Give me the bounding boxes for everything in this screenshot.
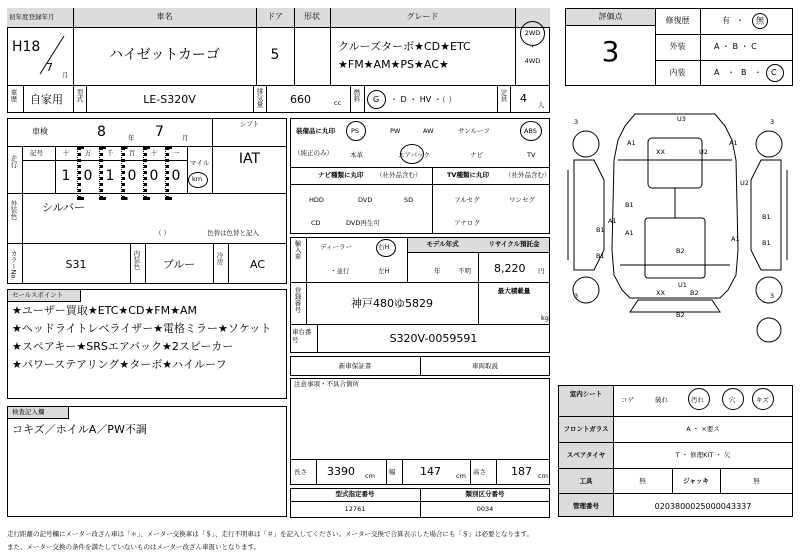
mileage-digit: 0	[127, 168, 137, 184]
mile-label: マイル	[190, 159, 210, 167]
door-label: ドア	[267, 12, 283, 21]
car-name-label: 車名	[156, 12, 173, 21]
type-number-value: 12761	[344, 505, 366, 513]
color-no-value: S31	[65, 258, 87, 271]
length-value: 3390	[327, 465, 355, 478]
diagram-mark: B1	[762, 239, 771, 247]
equip-aw: AW	[423, 127, 434, 135]
windshield-value: A ・ ×要ス	[686, 425, 720, 433]
drive-4wd: 4WD	[524, 57, 541, 65]
interior-dot1: ・	[727, 68, 735, 77]
usage-value: 自家用	[30, 93, 63, 106]
seat-option: キズ	[756, 396, 769, 404]
class-number-label: 類別区分番号	[465, 490, 505, 498]
diagram-mark: XX	[656, 289, 665, 297]
import-label: 輸入車	[293, 240, 302, 260]
equipment-label: 装備品に丸印	[296, 127, 335, 135]
equip-navi: ナビ	[470, 151, 483, 159]
seat-option: 穴	[729, 396, 736, 404]
damage-diagram	[560, 100, 795, 345]
interior-b: B	[741, 68, 747, 77]
recycle-label: リサイクル預託金	[488, 240, 540, 248]
diagram-mark: B1	[596, 226, 605, 234]
footer-note-1: 走行距離の記号欄にメーター改ざん車は「＊」、メーター交換車は「＄」、走行不明車は「＃」を記入してください。メーター交換で合算表示した場合にも「＄」は必要となります。	[7, 530, 533, 538]
jack-value: 無	[753, 477, 760, 485]
sales-point-line: ★スペアキー★SRSエアバック★2スピーカー	[12, 340, 234, 353]
grade-line1: クルーズターボ★CD★ETC	[338, 40, 471, 53]
tv-fullseg: フルセグ	[454, 196, 480, 204]
management-label: 管理番号	[573, 502, 599, 510]
sales-point-line: ★パワーステアリング★ターボ★ハイルーフ	[12, 358, 227, 371]
import-right-h: 右H	[378, 243, 390, 251]
unit-ichi: 一	[172, 149, 180, 157]
displacement-label: 排気量	[255, 88, 264, 108]
grade-line2: ★FM★AM★PS★AC★	[338, 58, 449, 71]
equip-sunroof: サンルーフ	[458, 127, 490, 135]
diagram-mark: A1	[731, 235, 740, 243]
exterior-label: 外装	[669, 42, 686, 51]
repair-dot: ・	[736, 16, 744, 25]
mileage-digit: 1	[61, 168, 71, 184]
diagram-mark: U2	[699, 148, 708, 156]
model-label: 型式	[75, 89, 84, 102]
sales-point-line: ★ユーザー買取★ETC★CD★FM★AM	[12, 304, 197, 317]
diagram-mark: A1	[627, 139, 636, 147]
capacity-label: 定員	[499, 89, 508, 102]
tools-value: 無	[639, 477, 646, 485]
equipment-sub: （純正のみ）	[294, 149, 333, 157]
seat-option: コゲ	[621, 396, 634, 404]
unit-sen: 千	[106, 149, 114, 157]
seat-label: 室内シート	[569, 390, 603, 398]
notes-block	[290, 378, 550, 460]
mileage-label: 走行	[9, 155, 18, 168]
max-load-label: 最大積載量	[497, 287, 531, 295]
length-unit: cm	[365, 472, 375, 480]
model-year-label: モデル年式	[426, 240, 459, 248]
chassis-label: 車台番号	[292, 328, 312, 344]
fuel-options: ・ D ・ HV ・（ ）	[390, 95, 457, 104]
drive-dot: ・	[529, 43, 536, 51]
height-label: 高さ	[473, 468, 486, 476]
diagram-mark: B2	[676, 311, 685, 319]
tv-sub: （社外品含む）	[505, 171, 551, 179]
fuel-g: G	[373, 95, 380, 104]
nav-hdd: HDD	[309, 196, 324, 204]
equip-pw: PW	[390, 127, 401, 135]
diagram-mark: A1	[625, 229, 634, 237]
type-number-label: 型式指定番号	[335, 490, 375, 498]
diagram-tire-label: 3	[574, 118, 579, 126]
unit-man: 万	[84, 149, 92, 157]
plate-value: 神戸480ゆ5829	[351, 297, 433, 310]
model-value: LE-S320V	[143, 93, 196, 106]
door-count: 5	[270, 47, 280, 63]
unit-juu: 十	[150, 149, 158, 157]
shift-label: シフト	[239, 120, 260, 128]
repair-no: 無	[756, 16, 764, 25]
mileage-digit: 0	[149, 168, 159, 184]
interior-a: A	[714, 68, 720, 77]
displacement-value: 660	[290, 93, 311, 106]
notes-label: 注意事項・不具合箇所	[294, 380, 359, 388]
plate-label: 登録番号	[293, 287, 302, 313]
repair-yes: 有	[722, 16, 730, 25]
diagram-mark: B1	[625, 201, 634, 209]
first-reg-month: 7	[46, 61, 53, 74]
width-value: 147	[420, 465, 441, 478]
exterior-options: A ・ B ・ C	[714, 42, 757, 51]
diagram-mark: A1	[729, 139, 738, 147]
capacity-unit: 人	[538, 101, 545, 109]
width-unit: cm	[456, 472, 466, 480]
mileage-digit: 0	[171, 168, 181, 184]
windshield-label: フロントガラス	[563, 425, 609, 433]
nav-sd: SD	[404, 196, 414, 204]
equip-ps: PS	[351, 127, 360, 135]
usage-label: 車歴	[9, 89, 18, 102]
spare-tire-label: スペアタイヤ	[566, 451, 606, 459]
inspection-label: 車検	[32, 127, 48, 136]
height-unit: cm	[538, 472, 548, 480]
import-left-h: 左H	[378, 267, 390, 275]
color-no-label: カラーNo.	[9, 250, 18, 281]
diagram-tire-label: 3	[770, 292, 775, 300]
grade-label: グレード	[406, 12, 439, 21]
equip-abs: ABS	[524, 127, 537, 135]
color-label: 外装色	[9, 200, 18, 220]
diagram-mark: B2	[676, 247, 685, 255]
recycle-unit: 円	[538, 267, 545, 275]
drive-2wd: 2WD	[524, 29, 541, 37]
tools-label: 工具	[579, 477, 593, 485]
first-reg-label: 初年度登録年月	[9, 13, 55, 21]
footer-note-2: また、メーター交換の条件を満たしていないものはメーター改ざん車扱いとなります。	[7, 543, 260, 551]
inspection-year-unit: 年	[128, 134, 135, 142]
diagram-mark: U2	[740, 179, 749, 187]
spare-tire-value: T ・ 修理KIT ・ 欠	[675, 451, 731, 459]
fuel-label: 燃料	[352, 89, 361, 102]
inspector-text: コキズ／ホイルA／PW不調	[12, 423, 147, 436]
vehicle-manual: 車両取説	[472, 362, 498, 370]
inspection-month: 7	[155, 124, 164, 140]
first-reg-month-unit: 月	[62, 71, 69, 79]
diagram-tire-label: 3	[770, 118, 775, 126]
width-label: 幅	[389, 468, 396, 476]
first-reg-era: H18	[12, 39, 41, 55]
tv-oneseg: ワンセグ	[509, 196, 535, 204]
new-car-warranty: 新車保証書	[338, 362, 372, 370]
km-label: km	[192, 175, 203, 183]
sales-points-label: セールスポイント	[12, 291, 64, 299]
interior-color-label: 内装色	[132, 250, 141, 270]
jack-label: ジャッキ	[683, 477, 709, 485]
seat-option: 汚れ	[691, 396, 704, 404]
diagram-mark: B1	[762, 213, 771, 221]
max-load-unit: kg	[541, 314, 549, 322]
inspection-month-unit: 月	[182, 134, 189, 142]
seat-option: 破れ	[655, 396, 668, 404]
length-label: 長さ	[294, 468, 307, 476]
score-label: 評価点	[598, 12, 623, 21]
sales-point-line: ★ヘッドライトレベライザー★電格ミラー★ソケット	[12, 322, 272, 335]
model-year-unit: 年	[434, 267, 441, 275]
inspector-label: 検査記入欄	[12, 408, 45, 416]
repair-label: 修復歴	[665, 16, 690, 25]
nav-cd: CD	[311, 219, 321, 227]
diagram-mark: B2	[690, 289, 699, 297]
displacement-unit: cc	[334, 99, 342, 107]
shift-value: IAT	[238, 151, 261, 167]
car-name: ハイゼットカーゴ	[109, 47, 220, 63]
mileage-digit: 1	[105, 168, 115, 184]
diagram-mark: A1	[608, 217, 617, 225]
interior-c: C	[771, 68, 777, 77]
interior-label: 内装	[669, 68, 686, 77]
diagram-mark: U3	[677, 115, 686, 123]
score-value: 3	[601, 35, 620, 68]
diagram-mark: XX	[656, 148, 665, 156]
unit-10man: 十	[62, 149, 70, 157]
nav-dvd-play: DVD再生可	[346, 219, 380, 227]
equip-leather: 本革	[350, 151, 363, 159]
color-paren: （ ）	[155, 229, 171, 237]
nav-dvd: DVD	[358, 196, 373, 204]
interior-color-value: ブルー	[162, 258, 196, 271]
height-value: 187	[511, 465, 532, 478]
diagram-mark: B1	[596, 252, 605, 260]
shape-label: 形状	[304, 12, 320, 21]
class-number-value: 0034	[476, 505, 494, 513]
symbol-label: 記号	[30, 149, 43, 157]
color-note: 色替は色替と記入	[207, 229, 259, 237]
nav-sub: （社外品含む）	[376, 171, 422, 179]
interior-dot2: ・	[754, 68, 762, 77]
management-value: 0203800025000043337	[654, 502, 752, 511]
recycle-value: 8,220	[494, 262, 526, 275]
diagram-mark: U1	[678, 281, 687, 289]
inspection-year: 8	[97, 124, 106, 140]
mileage-digit: 0	[83, 168, 93, 184]
tv-label: TV種類に丸印	[447, 171, 489, 179]
color-value: シルバー	[42, 201, 85, 214]
equip-airbag: エアバック	[398, 151, 430, 159]
nav-label: ナビ種類に丸印	[318, 171, 364, 179]
capacity-value: 4	[520, 92, 527, 105]
unit-hyaku: 百	[128, 149, 136, 157]
equip-tv: TV	[527, 151, 536, 159]
import-parallel: ・並行	[330, 267, 350, 275]
chassis-value: S320V-0059591	[389, 332, 478, 345]
ac-label: 冷房	[215, 252, 224, 265]
import-dealer: ディーラー	[320, 243, 352, 251]
ac-value: AC	[249, 258, 265, 271]
tv-analog: アナログ	[454, 219, 480, 227]
diagram-tire-label: 3	[574, 292, 579, 300]
model-year-unknown: 不明	[458, 267, 471, 275]
